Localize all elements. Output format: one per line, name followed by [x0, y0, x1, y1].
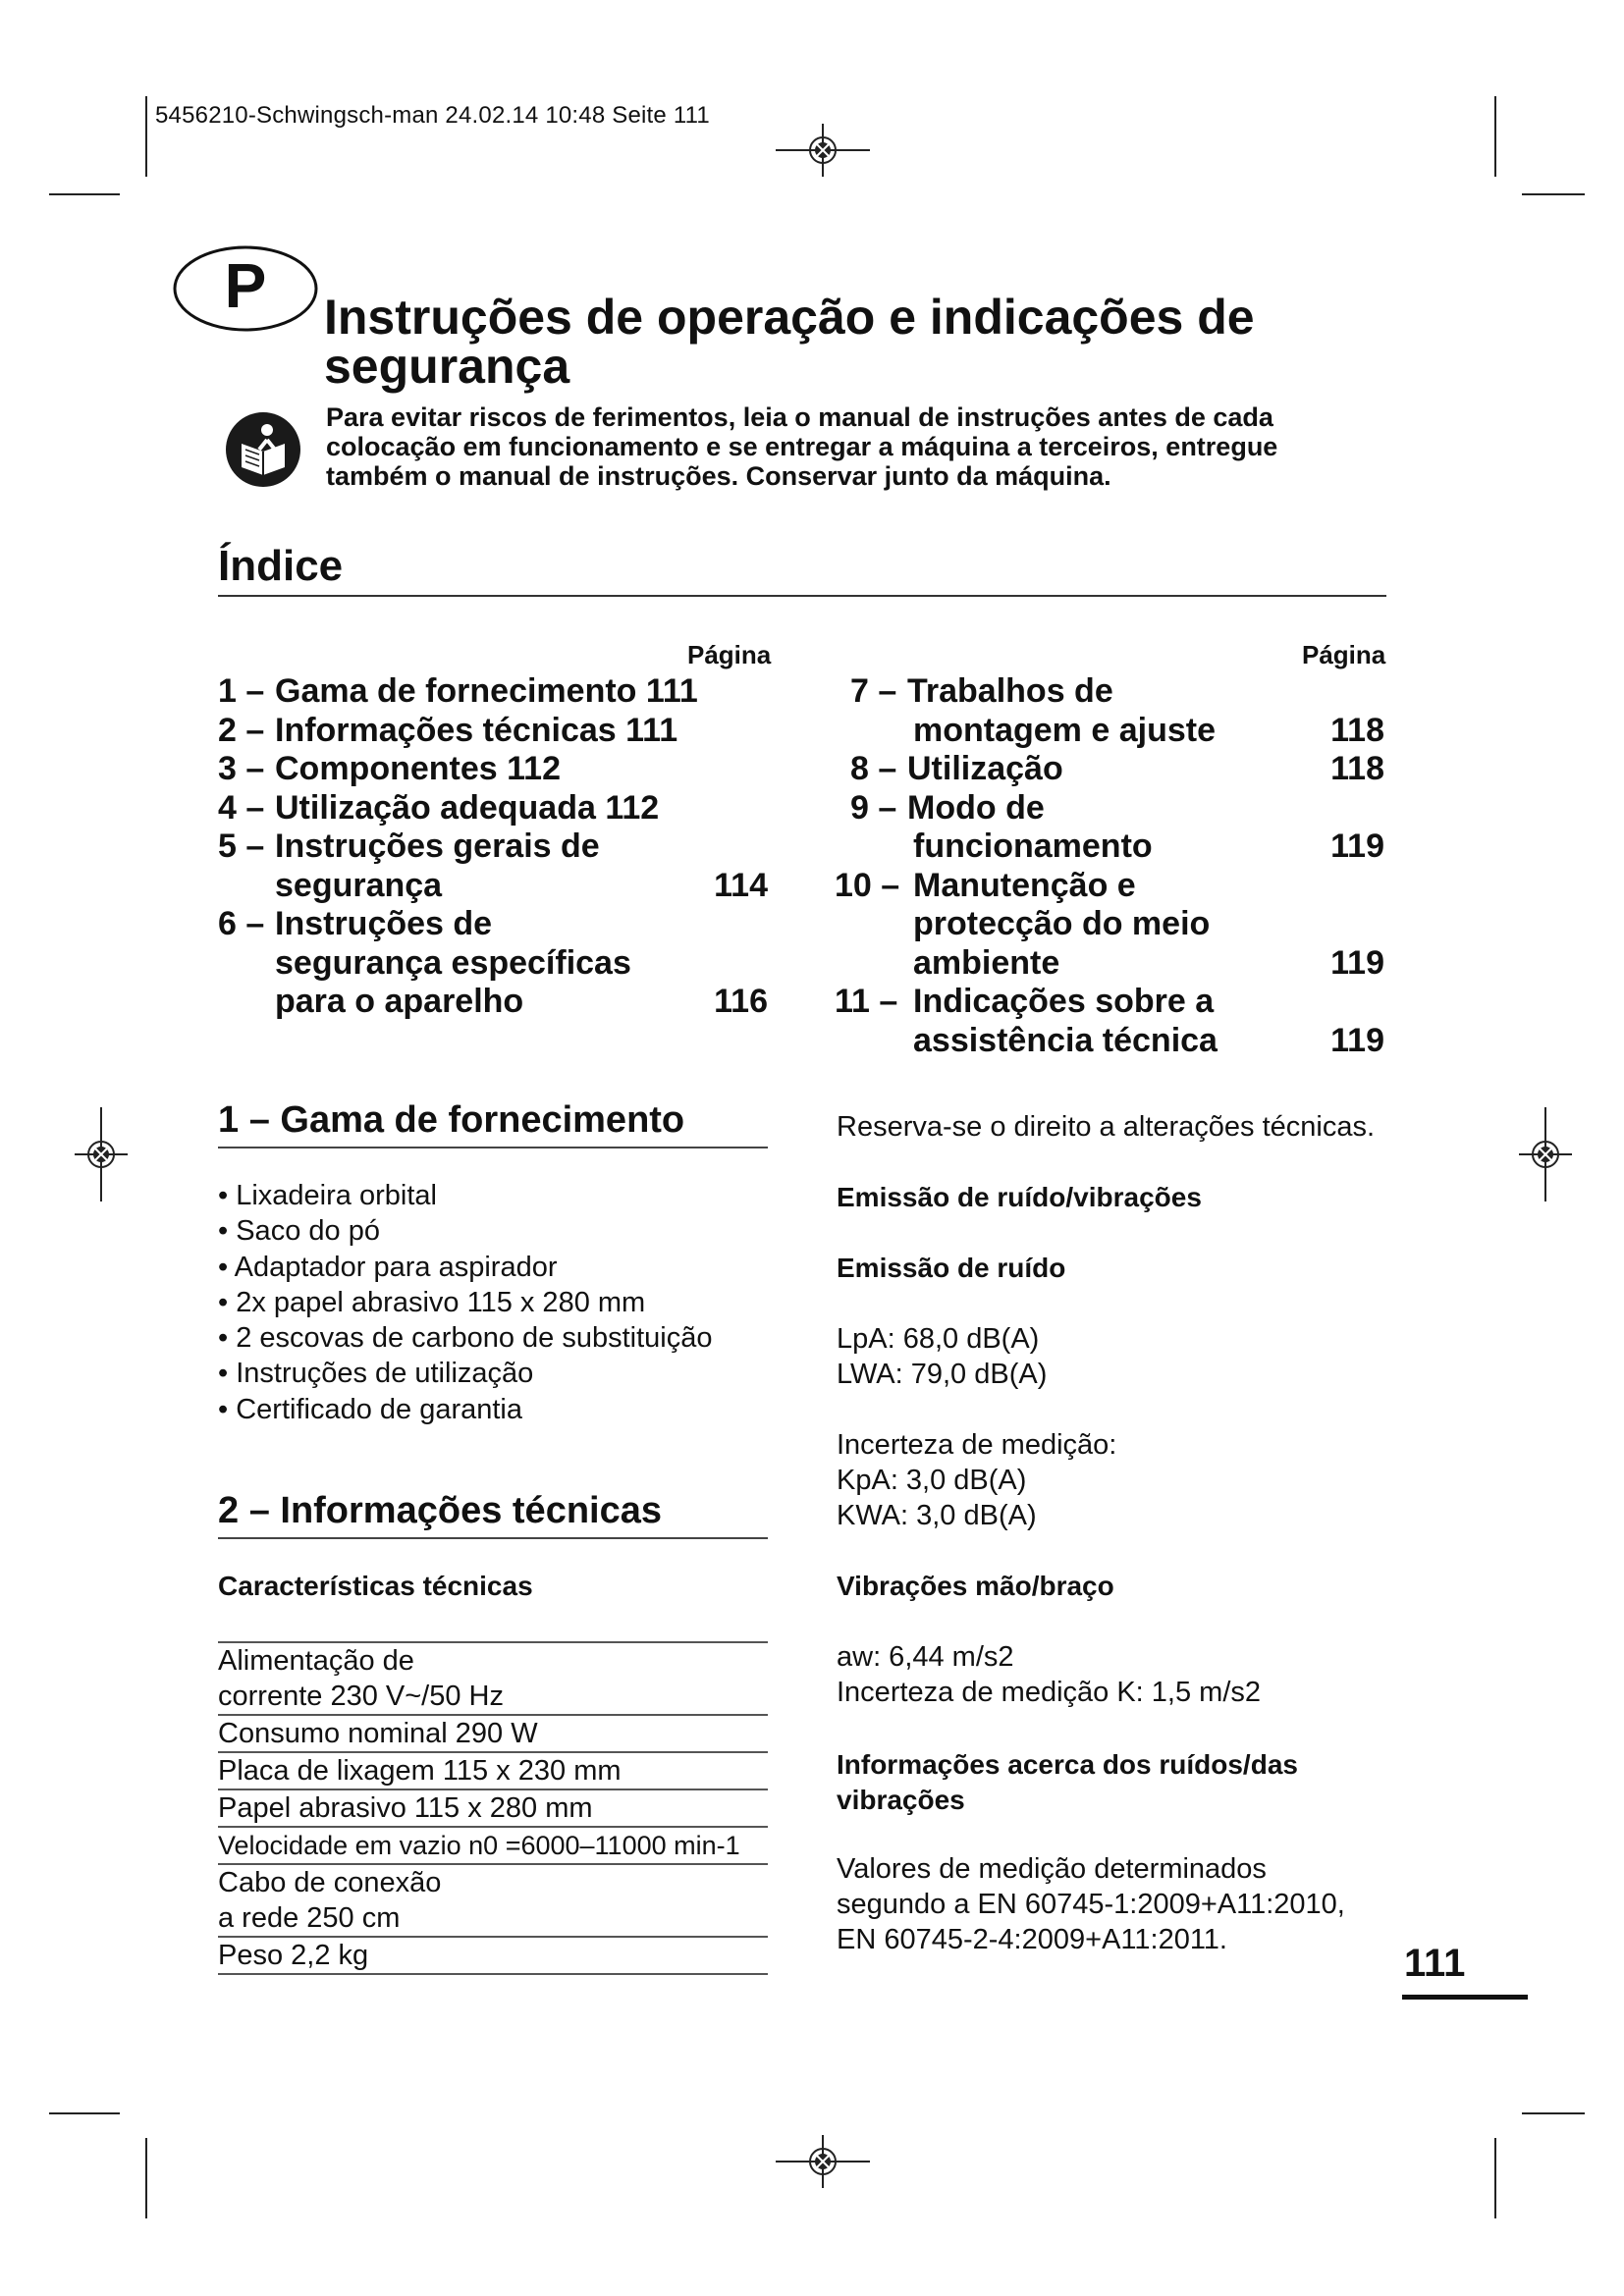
- table-row: Placa de lixagem 115 x 230 mm: [218, 1751, 768, 1789]
- crop-mark: [1494, 2138, 1496, 2218]
- toc-row[interactable]: assistência técnica 119: [913, 1021, 1384, 1059]
- toc-row[interactable]: protecção do meio: [913, 905, 1211, 942]
- table-row: Peso 2,2 kg: [218, 1936, 768, 1975]
- toc-right: [835, 672, 1384, 1060]
- noise-heading: Emissão de ruído: [837, 1253, 1066, 1283]
- toc-row[interactable]: ambiente 119: [913, 943, 1384, 982]
- crop-mark: [49, 193, 120, 195]
- kwa-value: KWA: 3,0 dB(A): [837, 1500, 1037, 1531]
- toc-row[interactable]: 2 – Informações técnicas 111: [218, 711, 678, 749]
- registration-mark-icon: [776, 2135, 870, 2188]
- lpa-value: LpA: 68,0 dB(A): [837, 1323, 1040, 1355]
- toc-row[interactable]: 5 – Instruções gerais de: [218, 828, 600, 865]
- page-title: [324, 290, 1424, 394]
- info-heading: Informações acerca dos ruídos/das vibrações: [837, 1749, 1298, 1815]
- page-label-right: Página: [1302, 640, 1386, 669]
- toc-row[interactable]: montagem e ajuste 118: [913, 711, 1384, 749]
- toc-row[interactable]: 1 – Gama de fornecimento 111: [218, 672, 698, 710]
- list-item: • 2x papel abrasivo 115 x 280 mm: [218, 1285, 712, 1320]
- technical-changes-note: Reserva-se o direito a alterações técnicas.: [837, 1111, 1376, 1143]
- print-header: 5456210-Schwingsch-man 24.02.14 10:48 Seite 111: [155, 102, 710, 129]
- table-row: Papel abrasivo 115 x 280 mm: [218, 1789, 768, 1826]
- toc-row[interactable]: 6 – Instruções de: [218, 905, 493, 942]
- list-item: • 2 escovas de carbono de substituição: [218, 1320, 712, 1356]
- list-item: • Saco do pó: [218, 1213, 712, 1249]
- toc-row[interactable]: 3 – Componentes 112: [218, 750, 561, 787]
- page-number-rule: [1402, 1995, 1528, 2000]
- registration-mark-icon: [1519, 1107, 1572, 1201]
- intro-warning: [326, 402, 1396, 491]
- intro-line: colocação em funcionamento e se entregar a máquina a terceiros, entregue: [326, 432, 1278, 461]
- list-item: • Adaptador para aspirador: [218, 1250, 712, 1285]
- specs-table: [218, 1641, 768, 1975]
- page-number: 111: [1404, 1942, 1466, 1985]
- aw-value: aw: 6,44 m/s2: [837, 1641, 1014, 1673]
- crop-mark: [145, 96, 147, 177]
- section-rule: [218, 1147, 768, 1148]
- toc-row[interactable]: 11 – Indicações sobre a: [835, 983, 1215, 1020]
- vibration-heading: Vibrações mão/braço: [837, 1571, 1114, 1601]
- delivery-list: [218, 1178, 712, 1427]
- crop-mark: [1522, 193, 1585, 195]
- crop-mark: [1522, 2112, 1585, 2114]
- page-label-left: Página: [687, 640, 772, 669]
- toc-row[interactable]: 9 – Modo de: [850, 788, 1045, 827]
- language-badge: [172, 243, 319, 334]
- noise-vibration-heading: Emissão de ruído/vibrações: [837, 1182, 1202, 1212]
- toc-row[interactable]: 10 – Manutenção e: [835, 866, 1136, 904]
- crop-mark: [145, 2138, 147, 2218]
- index-heading: Índice: [218, 542, 344, 590]
- measurement-standards: Valores de medição determinados segundo a EN 60745-1:2009+A11:2010, EN 60745-2-4:2009+A11:2011.: [837, 1853, 1345, 1955]
- table-row: Velocidade em vazio n0 =6000–11000 min-1: [218, 1826, 768, 1863]
- uncertainty-label: Incerteza de medição:: [837, 1429, 1117, 1461]
- lwa-value: LWA: 79,0 dB(A): [837, 1359, 1048, 1390]
- index-rule: [218, 595, 1386, 597]
- section1-heading: 1 – Gama de fornecimento: [218, 1099, 685, 1141]
- toc-row[interactable]: segurança específicas: [275, 943, 631, 982]
- toc-row[interactable]: 7 – Trabalhos de: [850, 672, 1113, 710]
- toc-row[interactable]: funcionamento 119: [913, 828, 1384, 865]
- intro-line: Para evitar riscos de ferimentos, leia o manual de instruções antes de cada: [326, 402, 1273, 432]
- crop-mark: [1494, 96, 1496, 177]
- table-row: Alimentação de corrente 230 V~/50 Hz: [218, 1641, 768, 1714]
- registration-mark-icon: [776, 124, 870, 177]
- registration-mark-icon: [75, 1107, 128, 1201]
- kpa-value: KpA: 3,0 dB(A): [837, 1465, 1027, 1496]
- crop-mark: [49, 2112, 120, 2114]
- toc-row[interactable]: 8 – Utilização 118: [850, 750, 1384, 787]
- intro-line: também o manual de instruções. Conservar junto da máquina.: [326, 461, 1111, 491]
- toc-left: [218, 672, 768, 1022]
- aw-uncertainty: Incerteza de medição K: 1,5 m/s2: [837, 1677, 1261, 1708]
- toc-row[interactable]: segurança 114: [275, 866, 768, 904]
- list-item: • Lixadeira orbital: [218, 1178, 712, 1213]
- title-line: segurança: [324, 339, 570, 394]
- language-code: P: [224, 250, 267, 321]
- read-manual-icon: [224, 410, 302, 489]
- specs-subheading: Características técnicas: [218, 1571, 533, 1601]
- list-item: • Certificado de garantia: [218, 1392, 712, 1427]
- toc-row[interactable]: para o aparelho 116: [275, 983, 768, 1020]
- toc-row[interactable]: 4 – Utilização adequada 112: [218, 788, 660, 827]
- title-line: Instruções de operação e indicações de: [324, 290, 1255, 345]
- vibration-values: [837, 1639, 1261, 1710]
- table-row: Cabo de conexão a rede 250 cm: [218, 1863, 768, 1936]
- section-rule: [218, 1537, 768, 1539]
- list-item: • Instruções de utilização: [218, 1356, 712, 1391]
- noise-uncertainty: [837, 1427, 1116, 1533]
- section2-heading: 2 – Informações técnicas: [218, 1490, 662, 1531]
- noise-values: [837, 1321, 1047, 1392]
- table-row: Consumo nominal 290 W: [218, 1714, 768, 1751]
